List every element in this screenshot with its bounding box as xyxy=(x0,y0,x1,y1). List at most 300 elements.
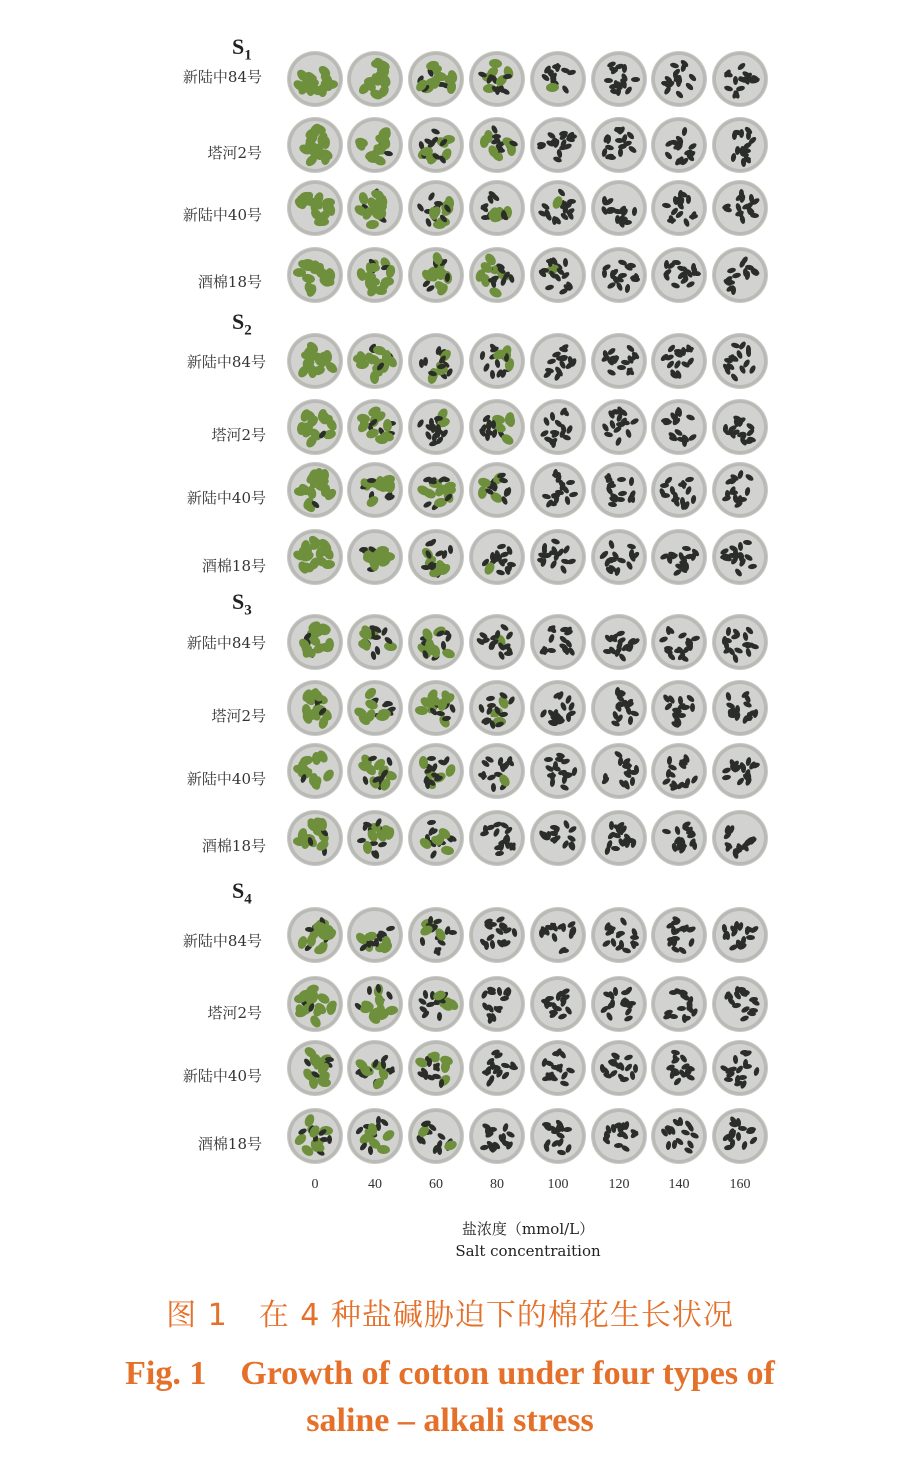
petri-dish xyxy=(409,248,463,302)
cotton-seed xyxy=(751,762,761,770)
petri-dish xyxy=(713,1041,767,1095)
petri-dish xyxy=(348,181,402,235)
panel-label-s2: $S_2$ xyxy=(232,309,252,339)
petri-dish xyxy=(531,530,585,584)
cotton-seed xyxy=(672,1076,682,1086)
cotton-seed xyxy=(564,1143,572,1153)
cotton-seed xyxy=(749,1136,759,1146)
cotton-seed xyxy=(438,1079,444,1089)
petri-dish xyxy=(652,1109,706,1163)
petri-dish xyxy=(592,463,646,517)
cotton-seed xyxy=(384,150,394,157)
panel-label-s1: $S_1$ xyxy=(232,34,252,64)
cotton-seed xyxy=(688,73,698,83)
cotton-seed xyxy=(620,1076,630,1082)
cotton-seed xyxy=(725,692,732,702)
petri-dish xyxy=(348,744,402,798)
cotton-seed xyxy=(367,986,372,995)
seedling-leaf xyxy=(487,285,503,299)
cotton-seed xyxy=(734,567,744,577)
petri-dish xyxy=(409,334,463,388)
cotton-seed xyxy=(684,777,691,787)
cotton-seed xyxy=(627,716,633,725)
cotton-seed xyxy=(491,420,496,429)
row-label: 新陆中84号 xyxy=(182,932,262,950)
cotton-seed xyxy=(562,258,567,267)
cotton-seed xyxy=(609,821,614,830)
cotton-seed xyxy=(616,931,625,937)
cotton-seed xyxy=(618,652,627,662)
petri-dish xyxy=(409,52,463,106)
cotton-seed xyxy=(372,635,381,640)
cotton-seed xyxy=(479,351,485,361)
cotton-seed xyxy=(419,359,424,368)
cotton-seed xyxy=(569,840,576,850)
cotton-seed xyxy=(606,368,616,377)
figure-caption-en-line2: saline – alkali stress xyxy=(306,1402,594,1439)
seedling-leaf xyxy=(366,219,380,230)
cotton-seed xyxy=(744,439,753,444)
cotton-seed xyxy=(549,412,555,422)
cotton-seed xyxy=(504,651,513,656)
row-label: 塔河2号 xyxy=(211,707,266,725)
cotton-seed xyxy=(633,1064,638,1073)
row-label: 塔河2号 xyxy=(207,1004,262,1022)
petri-dish xyxy=(713,463,767,517)
petri-dish xyxy=(592,248,646,302)
cotton-seed xyxy=(561,839,570,849)
petri-dish xyxy=(409,181,463,235)
petri-dish xyxy=(348,248,402,302)
cotton-seed xyxy=(495,851,505,857)
petri-dish xyxy=(531,977,585,1031)
seedling-leaf xyxy=(378,708,392,718)
petri-dish xyxy=(531,908,585,962)
cotton-seed xyxy=(746,1128,756,1134)
petri-dish xyxy=(531,744,585,798)
cotton-seed xyxy=(678,946,688,956)
cotton-seed xyxy=(689,703,694,712)
petri-dish xyxy=(592,744,646,798)
cotton-seed xyxy=(658,635,668,643)
cotton-seed xyxy=(748,364,757,374)
petri-dish xyxy=(409,1041,463,1095)
cotton-seed xyxy=(427,820,437,826)
petri-dish xyxy=(288,615,342,669)
cotton-seed xyxy=(490,940,496,950)
petri-dish xyxy=(592,908,646,962)
cotton-seed xyxy=(484,1066,491,1076)
petri-dish xyxy=(592,530,646,584)
petri-dish xyxy=(470,400,524,454)
cotton-seed xyxy=(628,145,638,154)
cotton-seed xyxy=(505,1130,515,1139)
x-axis-title-cn: 盐浓度（mmol/L） xyxy=(461,1220,595,1238)
cotton-seed xyxy=(486,695,496,701)
cotton-seed xyxy=(667,218,676,224)
cotton-seed xyxy=(744,271,750,281)
cotton-seed xyxy=(736,776,746,786)
cotton-seed xyxy=(680,704,690,710)
cotton-seed xyxy=(542,417,550,427)
petri-dish xyxy=(348,463,402,517)
cotton-seed xyxy=(505,630,514,640)
cotton-seed xyxy=(608,501,618,507)
cotton-seed xyxy=(681,1014,686,1023)
petri-dish xyxy=(288,811,342,865)
panel-label-s3: $S_3$ xyxy=(232,589,252,619)
cotton-seed xyxy=(562,544,571,554)
petri-dish xyxy=(652,908,706,962)
petri-dish xyxy=(288,530,342,584)
cotton-seed xyxy=(550,933,558,943)
petri-dish xyxy=(652,52,706,106)
petri-dish xyxy=(470,615,524,669)
petri-dish xyxy=(713,181,767,235)
cotton-seed xyxy=(427,191,436,201)
cotton-seed xyxy=(619,916,628,926)
cotton-seed xyxy=(733,76,738,85)
seedling-leaf xyxy=(440,845,454,856)
cotton-seed xyxy=(629,477,635,486)
x-tick-label: 160 xyxy=(729,1177,751,1192)
row-label: 新陆中84号 xyxy=(186,634,266,652)
seedling-leaf xyxy=(380,1128,396,1143)
cotton-seed xyxy=(603,431,613,438)
cotton-seed xyxy=(545,498,554,508)
seedling-leaf xyxy=(506,414,516,428)
cotton-seed xyxy=(490,551,495,560)
petri-dish xyxy=(652,615,706,669)
cotton-seed xyxy=(558,1012,568,1020)
petri-dish xyxy=(288,744,342,798)
cotton-seed xyxy=(565,479,575,485)
cotton-seed xyxy=(681,126,688,136)
petri-dish xyxy=(348,977,402,1031)
cotton-seed xyxy=(632,207,638,216)
cotton-seed xyxy=(605,135,611,145)
petri-dish xyxy=(531,334,585,388)
cotton-seed xyxy=(741,1140,748,1150)
cotton-seed xyxy=(562,819,570,829)
petri-dish xyxy=(713,1109,767,1163)
cotton-seed xyxy=(745,648,752,658)
petri-dish xyxy=(713,908,767,962)
row-label: 新陆中84号 xyxy=(182,68,262,86)
petri-dish xyxy=(713,530,767,584)
seedling-leaf xyxy=(365,494,381,509)
cotton-seed xyxy=(616,629,626,636)
petri-dish xyxy=(348,400,402,454)
cotton-seed xyxy=(624,284,630,294)
cotton-seed xyxy=(477,70,487,78)
cotton-seed xyxy=(540,201,550,210)
petri-dish xyxy=(288,908,342,962)
cotton-seed xyxy=(730,372,740,382)
cotton-seed xyxy=(610,846,619,852)
petri-dish xyxy=(348,681,402,735)
cotton-seed xyxy=(448,703,456,713)
petri-dish xyxy=(470,463,524,517)
cotton-seed xyxy=(620,1144,630,1153)
petri-dish xyxy=(348,908,402,962)
row-label: 酒棉18号 xyxy=(201,837,266,855)
cotton-seed xyxy=(691,495,698,505)
petri-dish xyxy=(470,908,524,962)
cotton-seed xyxy=(490,783,495,792)
row-label: 新陆中84号 xyxy=(186,353,266,371)
cotton-seed xyxy=(726,626,732,635)
petri-dish xyxy=(652,530,706,584)
petri-dish xyxy=(288,977,342,1031)
x-tick-label: 60 xyxy=(429,1177,443,1192)
cotton-seed xyxy=(617,365,626,370)
cotton-seed xyxy=(565,713,570,722)
petri-dish xyxy=(652,181,706,235)
petri-dish xyxy=(470,334,524,388)
petri-dish xyxy=(409,744,463,798)
petri-dish xyxy=(592,681,646,735)
petri-dish xyxy=(409,615,463,669)
cotton-seed xyxy=(571,767,578,777)
cotton-seed xyxy=(732,1002,742,1008)
petri-dish xyxy=(409,400,463,454)
petri-dish xyxy=(470,530,524,584)
cotton-seed xyxy=(618,491,628,497)
cotton-seed xyxy=(690,1131,700,1139)
cotton-seed xyxy=(666,755,672,764)
petri-dish xyxy=(713,334,767,388)
cotton-seed xyxy=(447,545,453,554)
cotton-seed xyxy=(621,989,631,995)
petri-dish xyxy=(652,811,706,865)
petri-dish xyxy=(348,530,402,584)
petri-dish xyxy=(713,615,767,669)
x-tick-label: 0 xyxy=(311,1177,319,1192)
cotton-seed xyxy=(490,369,496,378)
cotton-seed xyxy=(499,623,509,632)
figure-caption-en-line1: Fig. 1 Growth of cotton under four types of xyxy=(125,1355,775,1392)
cotton-seed xyxy=(421,564,431,570)
cotton-seed xyxy=(746,935,755,940)
petri-dish xyxy=(652,681,706,735)
cotton-seed xyxy=(631,77,640,82)
cotton-seed xyxy=(613,987,619,996)
cotton-seed xyxy=(603,649,612,655)
cotton-seed xyxy=(485,1078,494,1088)
cotton-seed xyxy=(495,720,505,728)
petri-dish xyxy=(288,181,342,235)
petri-dish xyxy=(713,744,767,798)
petri-dish xyxy=(531,181,585,235)
cotton-seed xyxy=(494,359,501,369)
cotton-seed xyxy=(603,78,612,83)
cotton-seed xyxy=(480,830,490,837)
cotton-seed xyxy=(377,841,387,848)
cotton-seed xyxy=(429,850,438,860)
cotton-seed xyxy=(297,1127,307,1136)
cotton-seed xyxy=(629,417,639,426)
cotton-seed xyxy=(723,85,733,92)
petri-dish xyxy=(592,52,646,106)
seedling-leaf xyxy=(381,277,394,286)
cotton-seed xyxy=(663,151,673,161)
petri-dish xyxy=(470,744,524,798)
petri-dish xyxy=(409,463,463,517)
seedling-leaf xyxy=(379,76,388,89)
cotton-seed xyxy=(549,559,558,569)
petri-dish xyxy=(652,977,706,1031)
cotton-seed xyxy=(629,777,635,786)
petri-dish xyxy=(713,248,767,302)
cotton-seed xyxy=(683,218,691,228)
row-label: 新陆中40号 xyxy=(186,489,266,507)
cotton-seed xyxy=(358,546,368,552)
petri-dish xyxy=(652,334,706,388)
petri-dish xyxy=(531,463,585,517)
cotton-seed xyxy=(615,421,624,427)
petri-dish xyxy=(531,52,585,106)
cotton-seed xyxy=(500,996,510,1002)
x-axis-title-en: Salt concentraition xyxy=(455,1242,601,1260)
petri-dish xyxy=(652,463,706,517)
cotton-seed xyxy=(548,633,556,643)
cotton-seed xyxy=(614,436,622,446)
cotton-seed xyxy=(682,438,688,447)
cotton-seed xyxy=(385,925,395,932)
petri-dish xyxy=(652,1041,706,1095)
petri-dish xyxy=(713,681,767,735)
cotton-seed xyxy=(617,476,626,481)
petri-dish xyxy=(348,811,402,865)
cotton-seed xyxy=(734,986,739,995)
seedling-leaf xyxy=(320,151,330,165)
cotton-seed xyxy=(674,90,684,100)
petri-dish xyxy=(652,248,706,302)
row-label: 塔河2号 xyxy=(207,144,262,162)
cotton-seed xyxy=(487,277,496,283)
cotton-seed xyxy=(733,1055,739,1064)
petri-dish xyxy=(531,248,585,302)
cotton-seed xyxy=(569,491,579,498)
cotton-seed xyxy=(601,939,611,948)
petri-dish xyxy=(713,977,767,1031)
petri-dish xyxy=(348,615,402,669)
petri-dish xyxy=(713,118,767,172)
cotton-seed xyxy=(624,1014,634,1022)
cotton-seed xyxy=(567,647,576,657)
cotton-seed xyxy=(496,543,506,550)
petri-dish xyxy=(470,1041,524,1095)
petri-dish xyxy=(592,181,646,235)
cotton-seed xyxy=(430,127,440,135)
cotton-seed xyxy=(662,202,672,208)
seedling-leaf xyxy=(443,1139,458,1152)
petri-dish xyxy=(470,118,524,172)
cotton-seed xyxy=(744,487,751,497)
cotton-seed xyxy=(730,153,737,163)
cotton-seed xyxy=(736,62,746,72)
petri-dish xyxy=(531,811,585,865)
cotton-seed xyxy=(662,828,672,835)
cotton-seed xyxy=(437,1012,442,1021)
cotton-seed xyxy=(743,540,752,546)
petri-dish xyxy=(592,1109,646,1163)
cotton-seed xyxy=(689,210,697,220)
seedling-leaf xyxy=(383,419,392,432)
cotton-seed xyxy=(546,831,551,840)
cotton-seed xyxy=(543,370,553,379)
cotton-seed xyxy=(426,1058,432,1068)
cotton-seed xyxy=(416,418,425,428)
cotton-seed xyxy=(604,845,611,855)
cotton-seed xyxy=(738,1125,747,1131)
seedling-leaf xyxy=(500,432,516,447)
cotton-seed xyxy=(671,936,680,942)
petri-dish xyxy=(409,811,463,865)
petri-dish xyxy=(348,52,402,106)
cotton-seed xyxy=(660,483,669,489)
cotton-seed xyxy=(500,496,508,506)
row-label: 酒棉18号 xyxy=(201,557,266,575)
cotton-seed xyxy=(432,1073,442,1080)
seedling-leaf xyxy=(306,83,315,96)
panel-label-s4: $S_4$ xyxy=(232,878,252,908)
petri-dish xyxy=(348,1109,402,1163)
cotton-seed xyxy=(544,284,554,291)
seedling-leaf xyxy=(385,264,397,279)
cotton-seed xyxy=(685,476,695,483)
cotton-seed xyxy=(730,1139,737,1149)
cotton-seed xyxy=(561,408,571,418)
petri-dish xyxy=(288,463,342,517)
cotton-seed xyxy=(721,774,731,781)
petri-dish xyxy=(713,811,767,865)
cotton-seed xyxy=(559,1080,569,1087)
petri-dish xyxy=(470,977,524,1031)
cotton-seed xyxy=(673,826,680,836)
cotton-seed xyxy=(687,433,697,442)
petri-dish xyxy=(531,1041,585,1095)
petri-dish xyxy=(288,334,342,388)
seedling-leaf xyxy=(446,80,457,94)
petri-dish xyxy=(470,248,524,302)
cotton-seed xyxy=(376,1116,381,1125)
seedling-leaf xyxy=(311,752,321,765)
petri-dish xyxy=(652,400,706,454)
petri-dish xyxy=(288,1109,342,1163)
row-label: 新陆中40号 xyxy=(182,1067,262,1085)
seedling-leaf xyxy=(546,83,560,93)
petri-dish xyxy=(592,118,646,172)
cotton-seed xyxy=(544,757,553,762)
cotton-seed xyxy=(686,694,696,704)
petri-dish xyxy=(288,118,342,172)
cotton-seed xyxy=(492,828,500,838)
petri-dish xyxy=(470,1109,524,1163)
cotton-seed xyxy=(625,429,633,439)
cotton-seed xyxy=(385,991,394,1001)
seedling-leaf xyxy=(318,1077,332,1088)
cotton-seed xyxy=(682,545,692,551)
petri-dish xyxy=(348,118,402,172)
petri-dish xyxy=(409,681,463,735)
petri-dish xyxy=(592,1041,646,1095)
petri-dish xyxy=(592,400,646,454)
cotton-seed xyxy=(565,424,573,434)
petri-dish xyxy=(470,811,524,865)
cotton-seed xyxy=(617,143,627,150)
